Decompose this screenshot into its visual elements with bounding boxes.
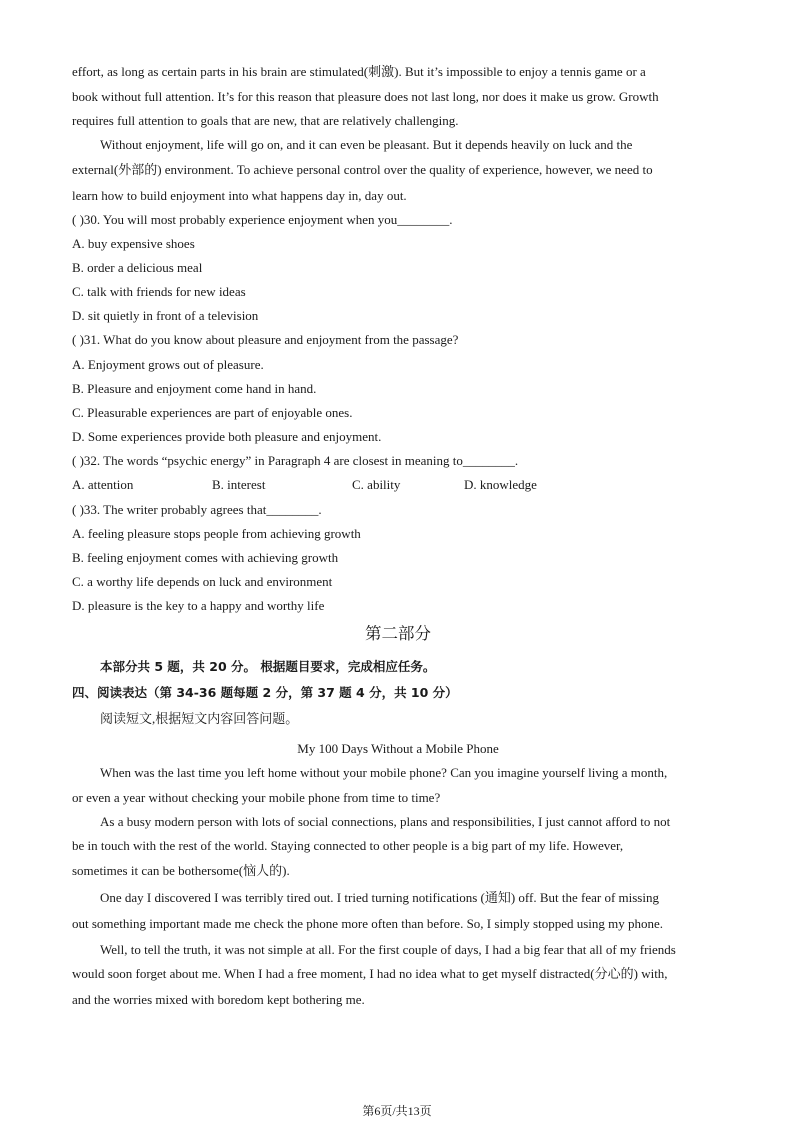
article-line: As a busy modern person with lots of social connections, plans and responsibilities, I just cannot afford to not bbox=[100, 814, 671, 829]
question-32-stem: ( )32. The words “psychic energy” in Paragraph 4 are closest in meaning to________. bbox=[72, 453, 519, 468]
question-31-option-b: B. Pleasure and enjoyment come hand in hand. bbox=[72, 381, 317, 396]
article-line: or even a year without checking your mobile phone from time to time? bbox=[72, 790, 441, 805]
question-31-stem: ( )31. What do you know about pleasure and enjoyment from the passage? bbox=[72, 332, 459, 347]
question-32-option-c: C. ability bbox=[352, 477, 401, 492]
passage-line: Without enjoyment, life will go on, and it can even be pleasant. But it depends heavily on luck and the bbox=[100, 137, 633, 152]
article-line: Well, to tell the truth, it was not simple at all. For the first couple of days, I had a big fear that all of my friends bbox=[100, 942, 676, 957]
question-32-option-d: D. knowledge bbox=[464, 477, 537, 492]
question-33-stem: ( )33. The writer probably agrees that________. bbox=[72, 502, 322, 517]
question-33-option-b: B. feeling enjoyment comes with achieving growth bbox=[72, 550, 339, 565]
question-31-option-c: C. Pleasurable experiences are part of enjoyable ones. bbox=[72, 405, 353, 420]
question-30-option-b: B. order a delicious meal bbox=[72, 260, 203, 275]
reading-instruction: 阅读短文,根据短文内容回答问题。 bbox=[100, 711, 299, 726]
question-30-stem: ( )30. You will most probably experience enjoyment when you________. bbox=[72, 212, 453, 227]
section-four-heading: 四、阅读表达（第 34-36 题每题 2 分，第 37 题 4 分，共 10 分） bbox=[72, 685, 458, 700]
article-line: out something important made me check the phone more often than before. So, I simply stopped using my phone. bbox=[72, 916, 664, 931]
question-32-option-b: B. interest bbox=[212, 477, 266, 492]
article-line: When was the last time you left home without your mobile phone? Can you imagine yourself living a month, bbox=[100, 765, 668, 780]
passage-line: book without full attention. It’s for this reason that pleasure does not last long, nor does it make us grow. Growth bbox=[72, 89, 659, 104]
question-31-option-a: A. Enjoyment grows out of pleasure. bbox=[72, 357, 264, 372]
question-31-option-d: D. Some experiences provide both pleasure and enjoyment. bbox=[72, 429, 382, 444]
question-30-option-d: D. sit quietly in front of a television bbox=[72, 308, 259, 323]
question-33-option-c: C. a worthy life depends on luck and environment bbox=[72, 574, 333, 589]
article-line: would soon forget about me. When I had a free moment, I had no idea what to get myself distracted(分心的) with, bbox=[72, 966, 668, 981]
article-line: One day I discovered I was terribly tired out. I tried turning notifications (通知) off. But the fear of missing bbox=[100, 890, 659, 905]
article-line: and the worries mixed with boredom kept bothering me. bbox=[72, 992, 365, 1007]
question-33-option-a: A. feeling pleasure stops people from achieving growth bbox=[72, 526, 361, 541]
question-32-option-a: A. attention bbox=[72, 477, 134, 492]
passage-line: external(外部的) environment. To achieve personal control over the quality of experience, however, we need to bbox=[72, 162, 653, 177]
page-number: 第6页/共13页 bbox=[362, 1104, 432, 1118]
passage-line: learn how to build enjoyment into what happens day in, day out. bbox=[72, 188, 407, 203]
passage-line: effort, as long as certain parts in his brain are stimulated(刺激). But it’s impossible to enjoy a tennis game or a bbox=[72, 64, 646, 79]
question-30-option-a: A. buy expensive shoes bbox=[72, 236, 195, 251]
question-30-option-c: C. talk with friends for new ideas bbox=[72, 284, 246, 299]
question-33-option-d: D. pleasure is the key to a happy and worthy life bbox=[72, 598, 325, 613]
part-two-intro: 本部分共 5 题，共 20 分。 根据题目要求，完成相应任务。 bbox=[100, 659, 436, 674]
article-line: sometimes it can be bothersome(恼人的). bbox=[72, 863, 290, 878]
article-line: be in touch with the rest of the world. Staying connected to other people is a big part of my life. However, bbox=[72, 838, 624, 853]
article-title: My 100 Days Without a Mobile Phone bbox=[297, 741, 499, 756]
part-two-heading: 第二部分 bbox=[365, 624, 431, 643]
passage-line: requires full attention to goals that are new, that are relatively challenging. bbox=[72, 113, 459, 128]
